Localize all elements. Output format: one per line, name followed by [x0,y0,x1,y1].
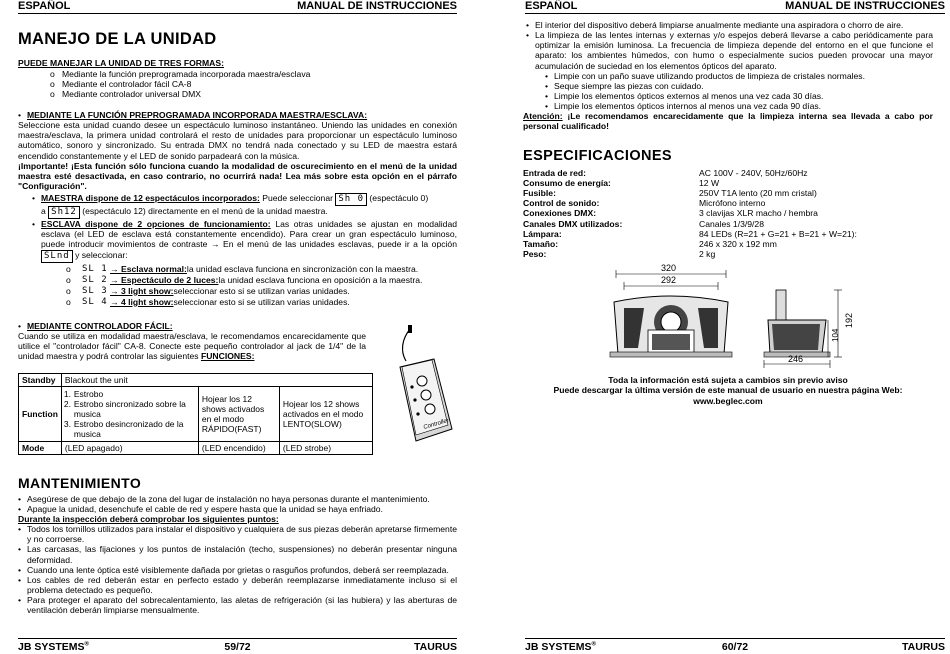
ca8-block [18,321,457,456]
table-row: Entrada de red: AC 100V - 240V, 50Hz/60Hz [523,167,808,178]
table-cell: Hojear los 12 shows activados en el modo RÁPIDO(FAST) [198,387,279,442]
maintenance-block [18,475,457,615]
three-ways-item: Mediante el controlador fácil CA-8 [62,78,192,89]
functions-table [18,373,373,455]
bullet-icon: • [545,70,549,81]
cleaning-sub: Limpie con un paño suave utilizando productos de limpieza de cristales normales. [554,70,865,81]
option-label: → Esclava normal: [110,263,187,274]
attention-note: Atención: ¡Le recomendamos encarecidamente que la limpieza interna sea llevada a cabo por personal cualificado! [523,111,933,132]
master-title: MAESTRA dispone de 12 espectáculos incorporados: [41,193,260,204]
table-cell: Standby [19,374,62,387]
master-text: a [41,206,49,217]
function-item: Estrobo desincronizado de la musica [73,419,184,440]
footer-model: TAURUS [902,641,945,653]
bullet-icon: • [32,193,36,204]
page-footer [525,638,945,653]
inspection-item: Todos los tornillos utilizados para instalar el dispositivo y cualquiera de sus piezas deberán apretarse firmemente y no corroerse. [27,524,457,545]
three-ways-title: PUEDE MANEJAR LA UNIDAD DE TRES FORMAS: [18,58,224,69]
table-cell: (LED apagado) [61,442,198,455]
footer-brand: JB SYSTEMS® [18,641,89,653]
footer-brand: JB SYSTEMS® [525,641,596,653]
slave-body: Las otras unidades se ajustan en modalidad esclava (el LED de esclava está constantemente encendido). Para crear un gran espectáculo luminoso, puede introducir movimientos de contraste → En el menú de las unidades esclavas, puede ir a la opción [41,219,458,250]
ca8-title: MEDIANTE CONTROLADOR FÁCIL: [27,320,173,331]
bullet-icon: • [545,90,549,101]
left-content [18,20,457,615]
page-footer [18,638,457,653]
cleaning-sub: Seque siempre las piezas con cuidado. [554,80,704,91]
dim-320: 320 [661,263,677,273]
notice-line: Toda la información está sujeta a cambios sin previo aviso [608,375,848,385]
cleaning-sub: Limpie los elementos ópticos externos al menos una vez cada 30 días. [554,90,824,101]
table-cell: 1. Estrobo 2. Estrobo sincronizado sobre la musica 3. Estrobo desincronizado de la musica [61,387,198,442]
controller-label: Controller [422,417,450,431]
page-header [525,0,945,14]
cleaning-bullet: El interior del dispositivo deberá limpiarse anualmente mediante una aspiradora o chorro de aire. [535,20,904,30]
bullet-icon: • [545,80,549,91]
ca8-controller-illustration [382,321,458,446]
inspection-item: Para proteger el aparato del sobrecalentamiento, las aletas de refrigeración (si las hubiera) y las aberturas de ventilación deberán limpiarse mensualmente. [27,595,457,616]
dim-246: 246 [788,354,804,364]
master-text: (espectáculo 0) [367,193,429,204]
table-cell: (LED encendido) [198,442,279,455]
function-item: Estrobo [73,389,104,400]
bullet-icon: • [526,20,530,30]
section-title-manejo: MANEJO DE LA UNIDAD [18,30,217,48]
bullet-icon: • [18,544,22,555]
lcd-code: SL 1 [82,263,108,274]
master-slave-block [18,110,457,308]
right-content [523,20,933,259]
circle-bullet-icon: o [66,296,71,307]
lcd-display-slnd: SLnd [41,250,73,263]
table-row: Fusible: 250V T1A lento (20 mm cristal) [523,188,817,199]
dim-192: 192 [844,312,854,328]
circle-bullet-icon: o [66,285,71,296]
header-title: MANUAL DE INSTRUCCIONES [297,0,457,12]
lcd-display-sh12: Sh12 [48,206,80,219]
table-row: Peso: 2 kg [523,249,716,260]
table-row [19,374,373,387]
option-label: → 3 light show: [110,285,174,296]
slave-text: y seleccionar: [72,249,128,260]
bullet-icon: • [18,493,22,504]
slave-title: ESCLAVA dispone de 2 opciones de funcionamiento: [41,219,271,230]
website-link[interactable]: www.beglec.com [693,395,763,406]
page-number: 60/72 [721,641,749,653]
bullet-icon: • [18,320,22,331]
cleaning-bullet: La limpieza de las lentes internas y externas y/o espejos deberá llevarse a cabo periódicamente para optimizar la emisión luminosa. La frecuencia de limpieza depende del entorno en el que funcione el aparato: los ambientes húmedos, con humo o especialmente sucios pueden provocar una mayor acumulación de suciedad en los elementos ópticos del aparato. [535,30,933,71]
section-title-mantenimiento: MANTENIMIENTO [18,475,142,492]
footer-model: TAURUS [414,641,457,653]
three-ways-item: Mediante la función preprogramada incorporada maestra/esclava [62,68,311,79]
spec-table [523,168,857,260]
bullet-icon: • [526,30,530,41]
dim-292: 292 [661,275,677,285]
page-number: 59/72 [224,641,251,653]
lcd-code: SL 3 [82,285,108,296]
function-item: Estrobo sincronizado sobre la musica [73,399,186,420]
master-text: (espectáculo 12) directamente en el menú de la unidad maestra. [79,206,328,217]
circle-bullet-icon: o [50,68,55,79]
table-row: Lámpara: 84 LEDs (R=21 + G=21 + B=21 + W=21): [523,228,857,239]
table-row [19,442,373,455]
table-cell: Blackout the unit [61,374,372,387]
page-header [18,0,457,14]
table-cell: (LED strobe) [279,442,372,455]
ca8-funciones: FUNCIONES: [200,351,255,361]
master-slave-title: MEDIANTE LA FUNCIÓN PREPROGRAMADA INCORPORADA MAESTRA/ESCLAVA: [27,110,368,121]
inspection-title: Durante la inspección deberá comprobar los siguientes puntos: [18,514,279,525]
table-row [19,387,373,442]
maint-bullet: Apague la unidad, desenchufe el cable de red y espere hasta que la unidad se haya enfriado. [27,503,383,514]
master-slave-body: Seleccione esta unidad cuando desee un espectáculo luminoso instantáneo. Uniendo las unidades en conexión maestra/esclava, la primera unidad controlará el resto de unidades para proporcionar un espectáculo luminoso automático, sonoro y sincronizado. Su entrada DMX no tendrá nada conectado y su LED de maestra estará encendido constantemente y el LED de sonido parpadeará con la música. [18,120,457,161]
option-text: seleccionar esto si se utilizan varias unidades. [173,285,350,296]
notice-block [523,375,933,406]
table-cell: Mode [19,442,62,455]
section-title-especificaciones: ESPECIFICACIONES [523,147,673,164]
inspection-item: Los cables de red deberán estar en perfecto estado y deberán reemplazarse inmediatamente incluso si el problema detectado es pequeño. [27,574,457,596]
circle-bullet-icon: o [50,88,55,99]
option-text: la unidad esclava funciona en sincronización con la maestra. [186,263,419,274]
table-row: Canales DMX utilizados: Canales 1/3/9/28 [523,218,764,229]
table-cell: Hojear los 12 shows activados en el modo LENTO(SLOW) [279,387,372,442]
notice-line: Puede descargar la última versión de este manual de usuario en nuestra página Web: [553,385,903,396]
bullet-icon: • [32,219,36,230]
header-language: ESPAÑOL [18,0,71,12]
inspection-item: Las carcasas, las fijaciones y los puntos de instalación (techo, suspensiones) no deberán presentar ninguna deformidad. [27,544,457,565]
table-cell: Function [19,387,62,442]
three-ways-block [18,58,457,99]
bullet-icon: • [18,110,22,121]
inspection-item: Cuando una lente óptica esté visiblemente dañada por grietas o rasguños profundos, deberá ser reemplazada. [27,564,449,575]
option-text: seleccionar esto si se utilizan varias unidades. [173,296,350,307]
three-ways-item: Mediante controlador universal DMX [62,88,201,99]
circle-bullet-icon: o [66,263,71,274]
circle-bullet-icon: o [50,78,55,89]
bullet-icon: • [18,564,22,575]
lcd-code: SL 4 [82,296,108,307]
table-row: Tamaño: 246 x 320 x 192 mm [523,239,777,250]
option-label: → 4 light show: [110,296,174,307]
cleaning-sub: Limpie los elementos ópticos internos al menos una vez cada 90 días. [554,101,822,112]
dim-104: 104 [831,328,840,342]
ca8-body: Cuando se utiliza en modalidad maestra/esclava, le recomendamos encarecidamente que utilice el "controlador fácil" CA-8. Conecte este pequeño controlador al jack de 1/4" de la unidad maestra y podrá controlar las siguientes [18,330,366,361]
option-text: la unidad esclava funciona en oposición a la maestra. [218,274,423,285]
maint-bullet: Asegúrese de que debajo de la zona del lugar de instalación no haya personas durante el mantenimiento. [27,493,430,504]
option-label: → Espectáculo de 2 luces: [110,274,219,285]
bullet-icon: • [545,101,549,112]
dimension-drawing [600,262,860,368]
bullet-icon: • [18,503,22,514]
bullet-icon: • [18,574,22,585]
header-language: ESPAÑOL [525,0,578,12]
slave-options [18,264,457,308]
lcd-code: SL 2 [82,274,108,285]
circle-bullet-icon: o [66,274,71,285]
header-title: MANUAL DE INSTRUCCIONES [785,0,945,12]
table-row: Conexiones DMX: 3 clavijas XLR macho / hembra [523,208,818,219]
master-slave-warning: ¡Importante! ¡Esta función sólo funciona cuando la modalidad de oscurecimiento en el menú de la unidad maestra esté desactivada, en caso contrario, no ocurrirá nada! Lea más sobre esta opción en el párrafo "Configuración". [18,160,457,192]
table-row: Consumo de energía: 12 W [523,177,720,188]
lcd-display-sh0: Sh 0 [335,193,367,206]
table-row: Control de sonido: Micrófono interno [523,198,766,209]
bullet-icon: • [18,595,22,606]
master-text: Puede seleccionar [259,193,336,204]
bullet-icon: • [18,524,22,535]
